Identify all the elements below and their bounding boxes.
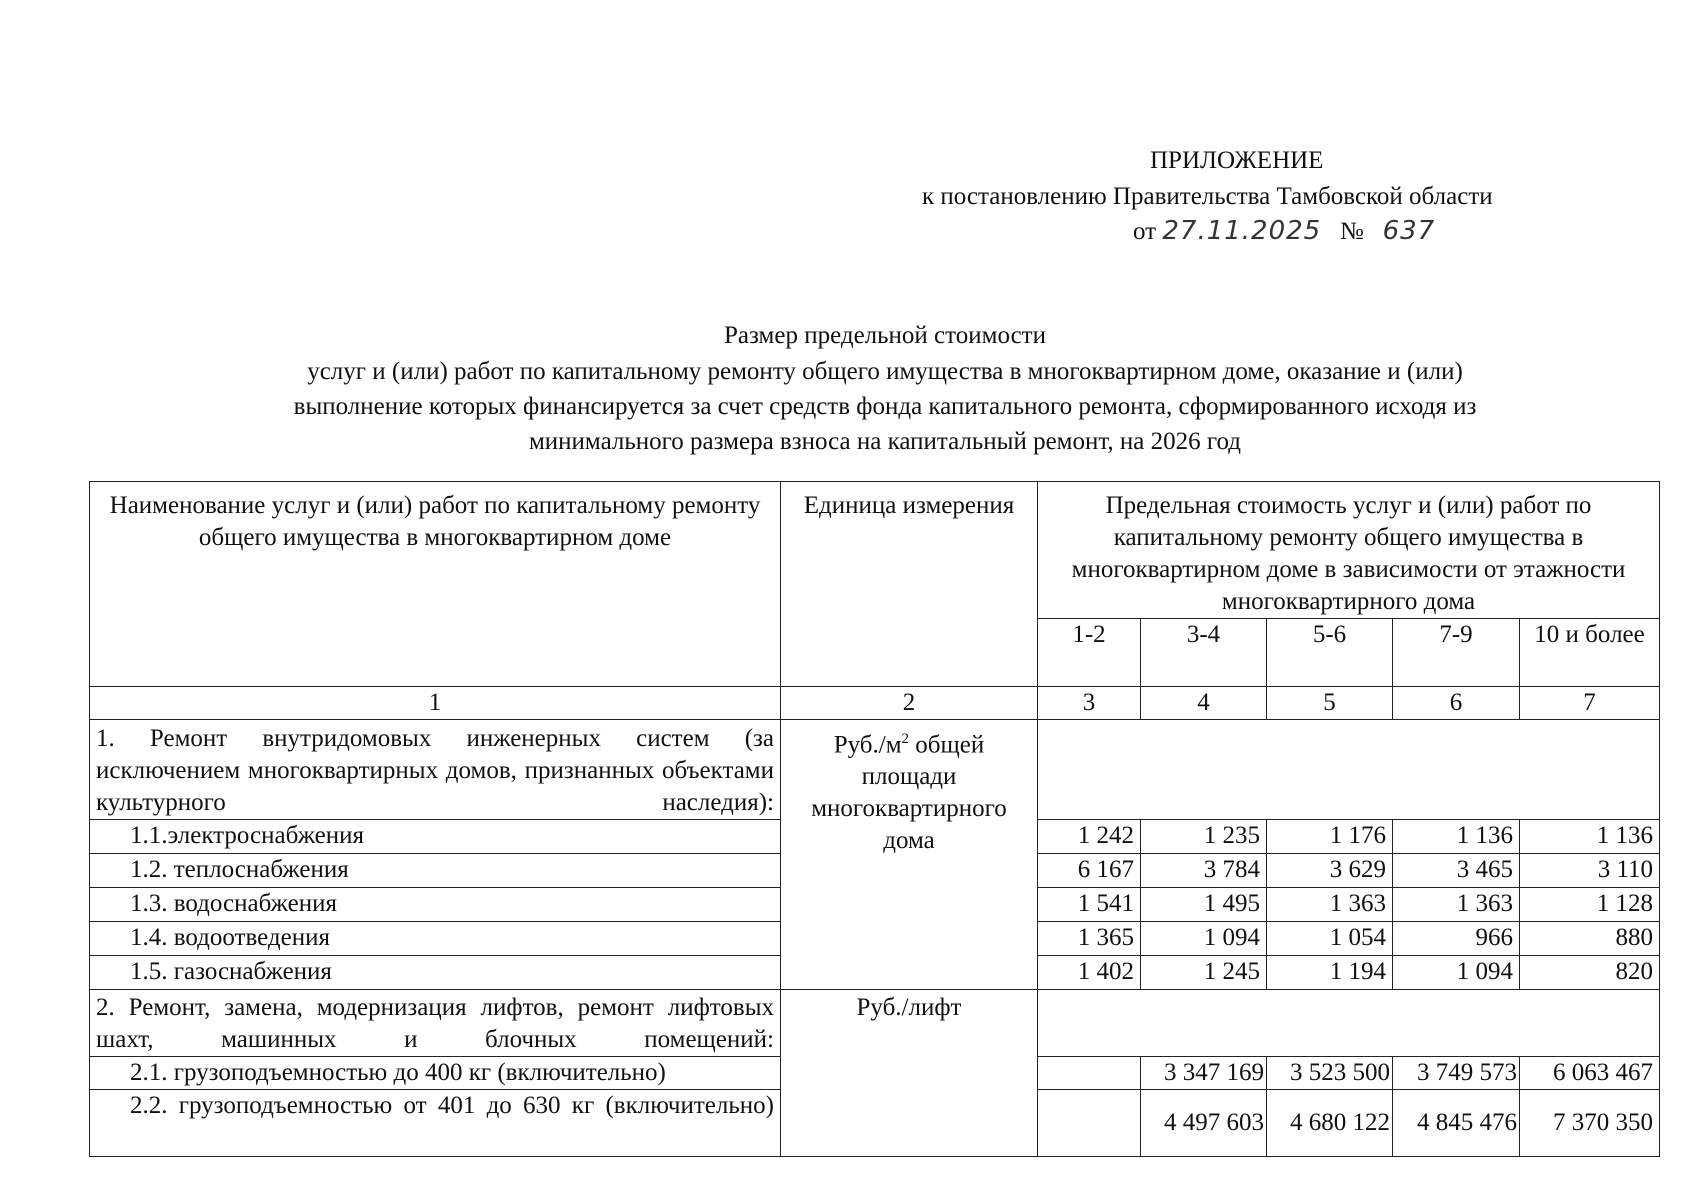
row-name: 2.2. грузоподъемностью от 401 до 630 кг (включительно): [90, 1090, 781, 1157]
value-cell: 6 167: [1038, 854, 1141, 888]
doc-title-line-1: Размер предельной стоимости: [724, 322, 1046, 349]
value-cell: 1 094: [1393, 956, 1520, 990]
value-cell: 4 680 122: [1267, 1090, 1393, 1157]
value-cell: 1 094: [1141, 922, 1267, 956]
value-cell: 1 541: [1038, 888, 1141, 922]
row-name: 1.4. водоотведения: [90, 922, 781, 956]
row-name: 1.3. водоснабжения: [90, 888, 781, 922]
value-cell: 1 136: [1520, 820, 1660, 854]
value-cell: 1 176: [1267, 820, 1393, 854]
doc-title-line-4: минимального размера взноса на капитальный ремонт, на 2026 год: [528, 428, 1242, 455]
unit-suffix: общей площади многоквартирного дома: [811, 731, 1007, 855]
value-cell: 3 749 573: [1393, 1057, 1520, 1090]
value-cell: 3 110: [1520, 854, 1660, 888]
value-cell: 3 523 500: [1267, 1057, 1393, 1090]
value-cell: 1 402: [1038, 956, 1141, 990]
col2-header: Единица измерения: [781, 482, 1038, 687]
value-cell: 4 845 476: [1393, 1090, 1520, 1157]
section1-unit: [781, 720, 1038, 990]
unit-prefix: Руб./м: [833, 731, 902, 759]
value-cell: 3 347 169: [1141, 1057, 1267, 1090]
value-cell: 1 194: [1267, 956, 1393, 990]
value-cell: 7 370 350: [1520, 1090, 1660, 1157]
section2-values-empty: [1038, 990, 1660, 1057]
section1-row: [90, 720, 1660, 820]
col-number: 3: [1038, 687, 1141, 720]
section1-values-empty: [1038, 720, 1660, 820]
col-number: 5: [1267, 687, 1393, 720]
value-cell: 1 136: [1393, 820, 1520, 854]
row-name: 2.1. грузоподъемностью до 400 кг (включительно): [90, 1057, 781, 1090]
value-cell: 1 495: [1141, 888, 1267, 922]
section2-row: [90, 990, 1660, 1057]
value-cell: 6 063 467: [1520, 1057, 1660, 1090]
value-cell: [1038, 1057, 1141, 1090]
ref-number-sign: №: [1339, 218, 1364, 245]
floor-group-3: 5-6: [1267, 619, 1393, 687]
floor-group-1: 1-2: [1038, 619, 1141, 687]
col-number: 1: [90, 687, 781, 720]
value-cell: 4 497 603: [1141, 1090, 1267, 1157]
doc-title-line-3: выполнение которых финансируется за счет средств фонда капитального ремонта, сформированного исходя из: [293, 393, 1477, 420]
row-name: 1.1.электроснабжения: [90, 820, 781, 854]
appendix-title: ПРИЛОЖЕНИЕ: [1150, 147, 1324, 174]
price-header: Предельная стоимость услуг и (или) работ по капитальному ремонту общего имущества в многоквартирном доме в зависимости от этажности многоквартирного дома: [1038, 482, 1660, 619]
column-number-row: [90, 687, 1660, 720]
col-number: 6: [1393, 687, 1520, 720]
section2-title: 2. Ремонт, замена, модернизация лифтов, ремонт лифтовых шахт, машинных и блочных помещений:: [90, 990, 781, 1057]
unit-superscript: 2: [901, 731, 910, 747]
ref-number: 637: [1382, 216, 1436, 246]
value-cell: 1 128: [1520, 888, 1660, 922]
col1-header: Наименование услуг и (или) работ по капитальному ремонту общего имущества в многоквартирном доме: [90, 482, 781, 687]
appendix-reference: [1133, 214, 1435, 249]
section2-unit: Руб./лифт: [781, 990, 1038, 1157]
value-cell: 1 365: [1038, 922, 1141, 956]
value-cell: 3 784: [1141, 854, 1267, 888]
ref-prefix: от: [1133, 218, 1157, 245]
value-cell: 1 235: [1141, 820, 1267, 854]
value-cell: 3 629: [1267, 854, 1393, 888]
value-cell: 880: [1520, 922, 1660, 956]
floor-group-4: 7-9: [1393, 619, 1520, 687]
doc-title-line-2: услуг и (или) работ по капитальному ремонту общего имущества в многоквартирном доме, оказание и (или): [307, 358, 1463, 385]
col-number: 4: [1141, 687, 1267, 720]
row-name: 1.5. газоснабжения: [90, 956, 781, 990]
value-cell: 820: [1520, 956, 1660, 990]
value-cell: 1 245: [1141, 956, 1267, 990]
col-number: 7: [1520, 687, 1660, 720]
value-cell: 1 363: [1267, 888, 1393, 922]
value-cell: 1 242: [1038, 820, 1141, 854]
value-cell: 3 465: [1393, 854, 1520, 888]
floor-group-2: 3-4: [1141, 619, 1267, 687]
value-cell: [1038, 1090, 1141, 1157]
floor-group-5: 10 и более: [1520, 619, 1660, 687]
appendix-subtitle: к постановлению Правительства Тамбовской области: [922, 183, 1493, 210]
value-cell: 1 054: [1267, 922, 1393, 956]
row-name: 1.2. теплоснабжения: [90, 854, 781, 888]
col-number: 2: [781, 687, 1038, 720]
ref-date: 27.11.2025: [1162, 216, 1322, 246]
value-cell: 966: [1393, 922, 1520, 956]
section1-title: 1. Ремонт внутридомовых инженерных систем (за исключением многоквартирных домов, признанных объектами культурного наследия):: [90, 720, 781, 820]
price-table: [89, 481, 1660, 1157]
value-cell: 1 363: [1393, 888, 1520, 922]
